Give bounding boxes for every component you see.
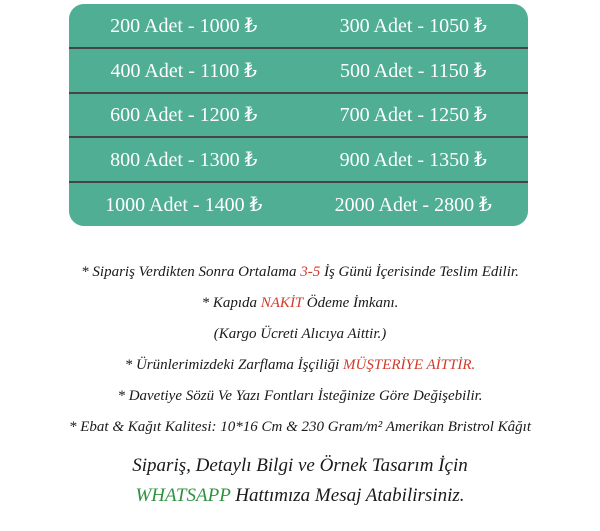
price-cell-2000: 2000 Adet - 2800 ₺	[334, 194, 492, 217]
price-cell-200: 200 Adet - 1000 ₺	[110, 14, 258, 37]
price-cell-500: 500 Adet - 1150 ₺	[340, 59, 487, 82]
price-cell-300: 300 Adet - 1050 ₺	[339, 14, 487, 37]
price-cell-900: 900 Adet - 1350 ₺	[339, 149, 487, 172]
note-accent: 3-5	[300, 264, 321, 280]
footer-line-1: Sipariş, Detaylı Bilgi ve Örnek Tasarım İçin	[132, 455, 468, 476]
note-line-payment	[0, 288, 600, 319]
note-line-paper	[0, 412, 600, 443]
price-cell-1000: 1000 Adet - 1400 ₺	[105, 194, 263, 217]
price-row-2	[69, 49, 528, 94]
note-text: (Kargo Ücreti Alıcıya Aittir.)	[213, 326, 387, 342]
price-row-5	[69, 183, 528, 226]
price-cell-700: 700 Adet - 1250 ₺	[339, 104, 487, 127]
note-line-fonts	[0, 381, 600, 412]
whatsapp-highlight: WHATSAPP	[135, 485, 231, 506]
note-text: Ödeme İmkanı.	[303, 295, 399, 311]
note-text: * Sipariş Verdikten Sonra Ortalama	[81, 264, 301, 280]
note-line-delivery	[0, 257, 600, 288]
note-accent: NAKİT	[260, 295, 304, 311]
notes-section	[0, 257, 600, 443]
price-row-3	[69, 94, 528, 139]
note-text: * Davetiye Sözü Ve Yazı Fontları İsteğinize Göre Değişebilir.	[117, 388, 483, 404]
price-row-4	[69, 138, 528, 183]
footer-cta	[0, 451, 600, 511]
note-text: * Ürünlerimizdeki Zarflama İşçiliği	[124, 357, 344, 373]
footer-line-2-rest: Hattımıza Mesaj Atabilirsiniz.	[230, 485, 465, 506]
price-cell-800: 800 Adet - 1300 ₺	[110, 149, 258, 172]
note-text: İş Günü İçerisinde Teslim Edilir.	[320, 264, 519, 280]
footer-line-2	[0, 481, 600, 511]
price-cell-600: 600 Adet - 1200 ₺	[110, 104, 258, 127]
note-text: * Ebat & Kağıt Kalitesi: 10*16 Cm & 230 Gram/m² Amerikan Bristrol Kâğıt	[68, 419, 531, 435]
note-line-envelope	[0, 350, 600, 381]
price-cell-400: 400 Adet - 1100 ₺	[110, 59, 257, 82]
note-accent: MÜŞTERİYE AİTTİR.	[343, 357, 476, 373]
price-row-1	[69, 4, 528, 49]
price-table	[69, 4, 528, 226]
note-line-shipping	[0, 319, 600, 350]
note-text: * Kapıda	[201, 295, 261, 311]
